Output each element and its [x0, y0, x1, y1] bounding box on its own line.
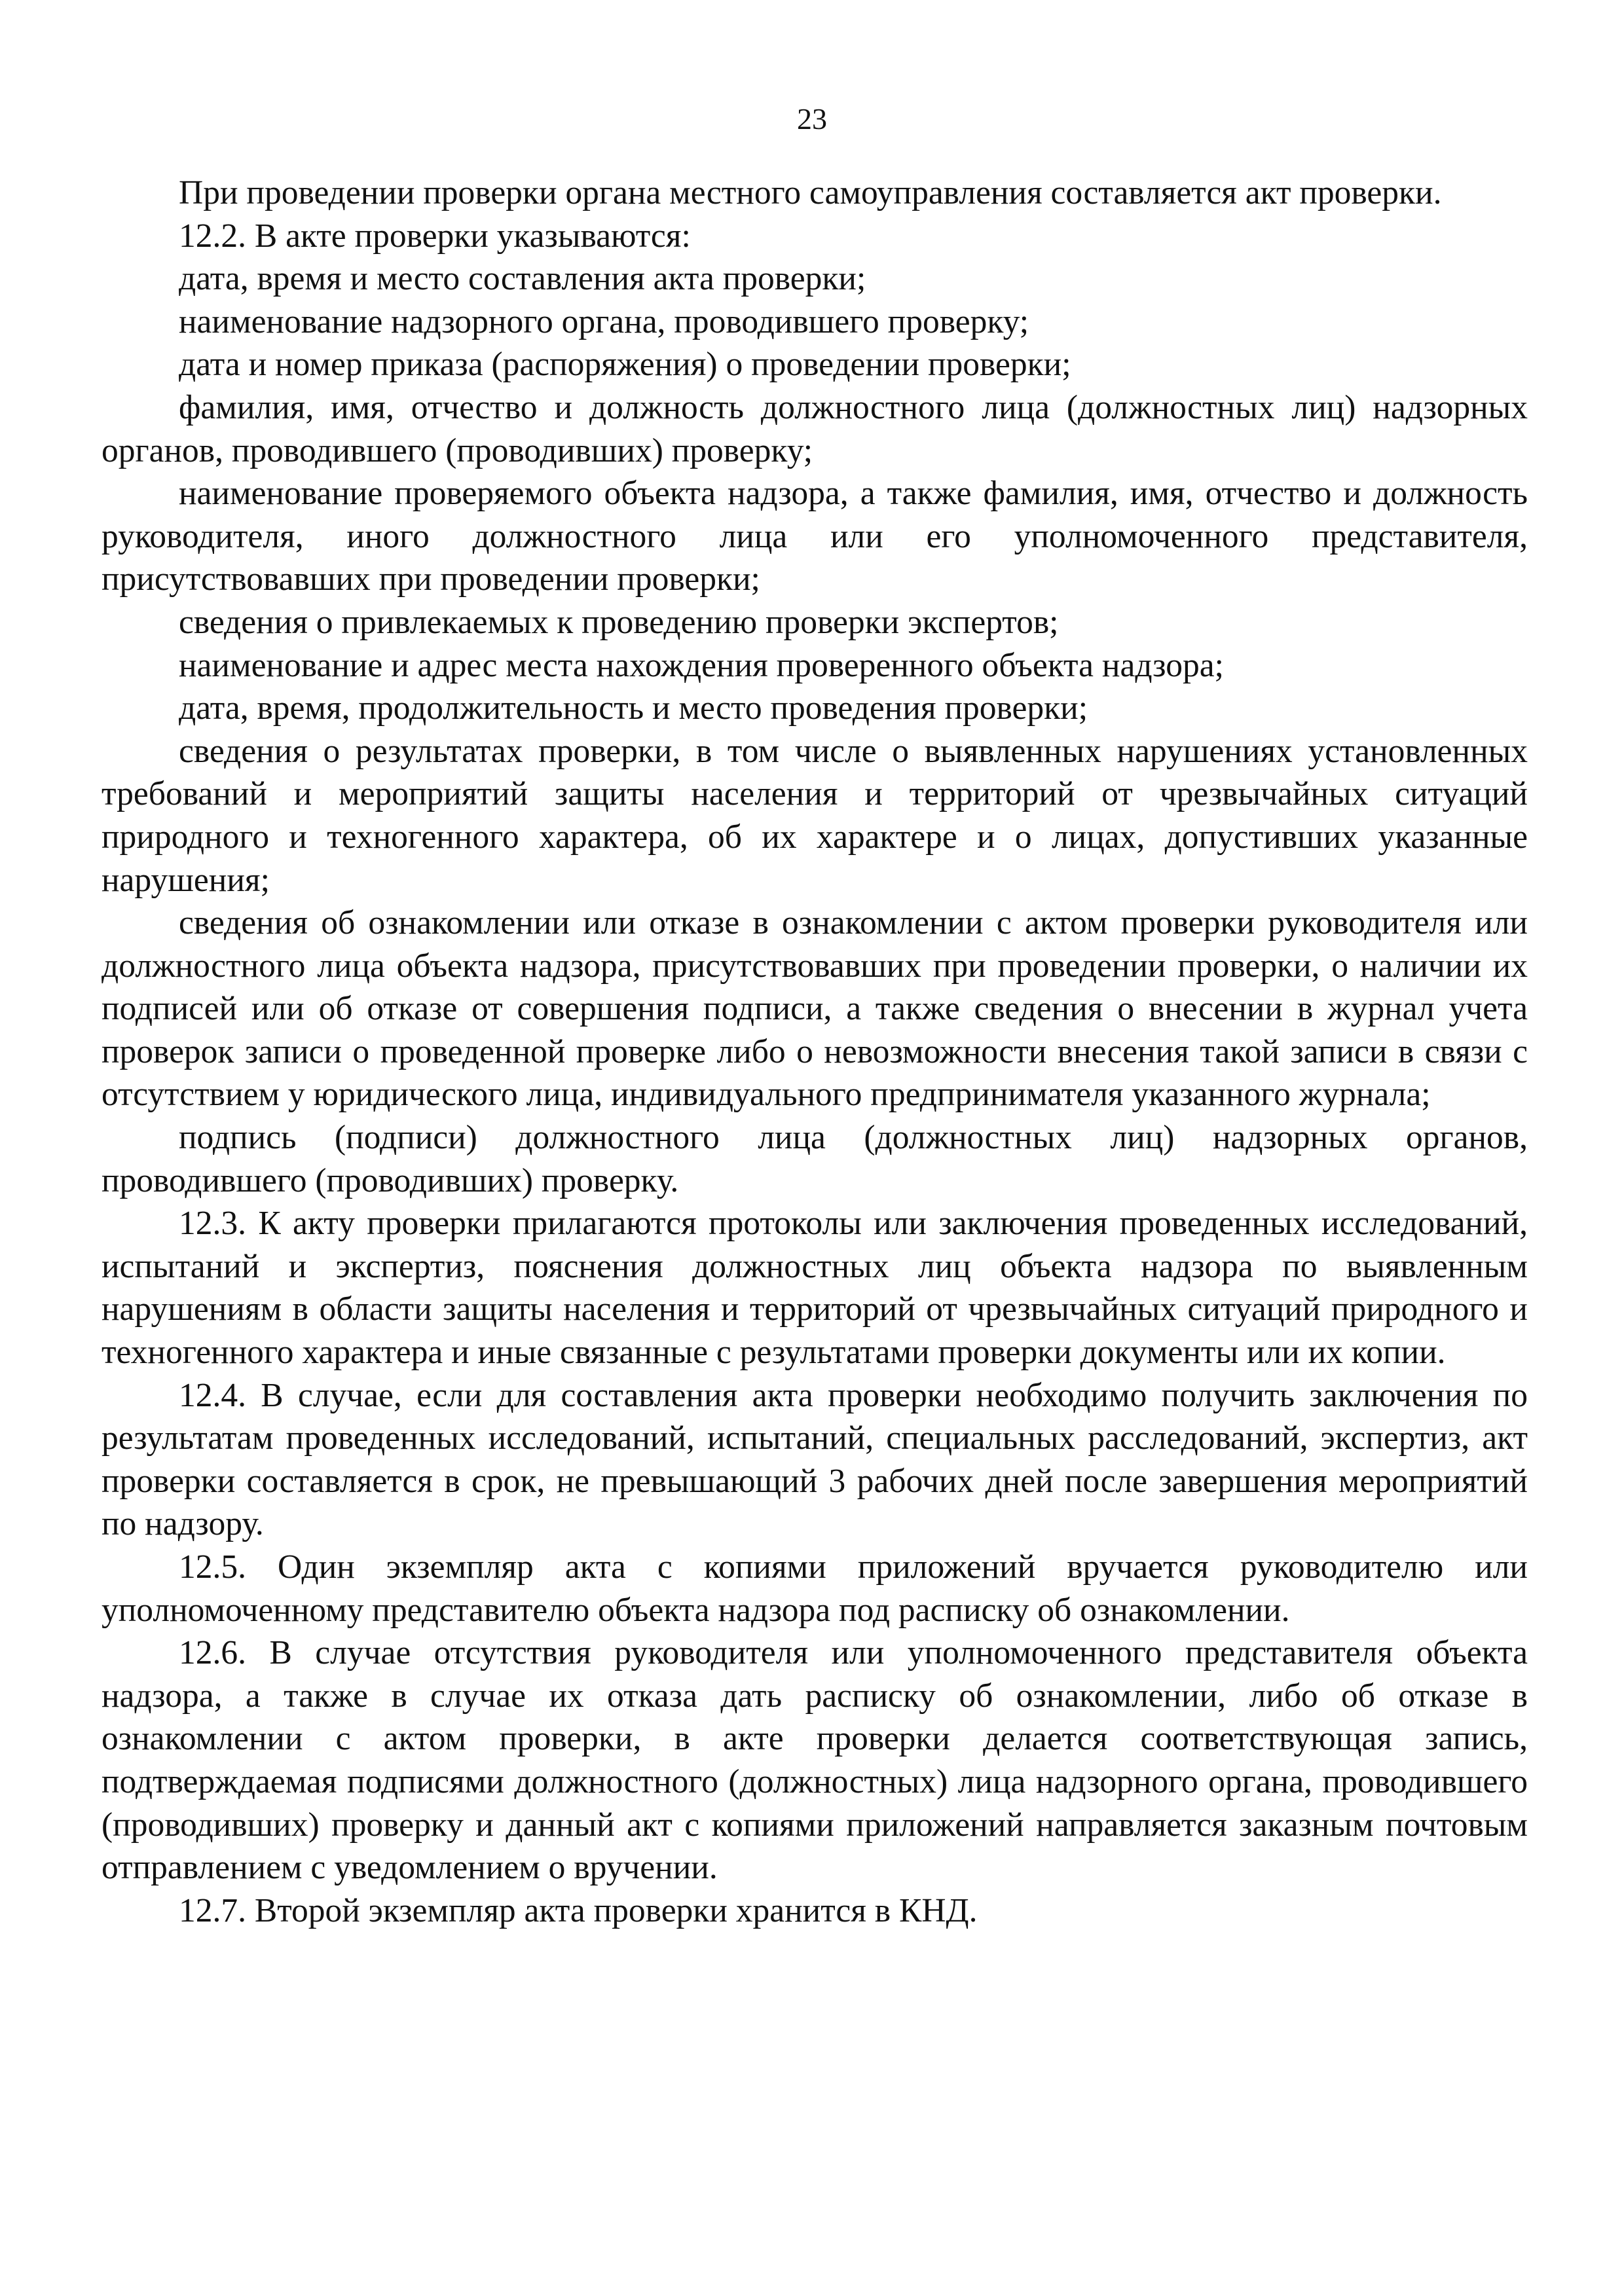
document-body: [101, 172, 1528, 1932]
page-number: 23: [797, 102, 827, 136]
list-item: дата, время и место составления акта проверки;: [179, 260, 866, 298]
paragraph-intro: При проведении проверки органа местного самоуправления составляется акт проверки.: [179, 174, 1442, 211]
list-item: сведения о привлекаемых к проведению проверки экспертов;: [179, 603, 1059, 641]
list-item: наименование и адрес места нахождения проверенного объекта надзора;: [179, 646, 1224, 684]
list-item: сведения о результатах проверки, в том числе о выявленных нарушениях установленных требований и мероприятий защиты населения и территорий от чрезвычайных ситуаций природного и техногенного характера, об их характере и о лицах, допустивших указанные нарушения;: [101, 732, 1528, 899]
paragraph-12-6: 12.6. В случае отсутствия руководителя или уполномоченного представителя объекта надзора, а также в случае их отказа дать расписку об ознакомлении, либо об отказе в ознакомлении с актом проверки, в акте проверки делается соответствующая запись, подтверждаемая подписями должностного (должностных) лица надзорного органа, проводившего (проводивших) проверку и данный акт с копиями приложений направляется заказным почтовым отправлением с уведомлением о вручении.: [101, 1634, 1528, 1887]
paragraph-12-7: 12.7. Второй экземпляр акта проверки хранится в КНД.: [179, 1891, 978, 1929]
list-item: наименование надзорного органа, проводившего проверку;: [179, 302, 1029, 340]
list-item: дата и номер приказа (распоряжения) о проведении проверки;: [179, 346, 1071, 384]
paragraph-12-5: 12.5. Один экземпляр акта с копиями приложений вручается руководителю или уполномоченному представителю объекта надзора под расписку об ознакомлении.: [101, 1548, 1528, 1629]
list-item: дата, время, продолжительность и место проведения проверки;: [179, 689, 1088, 727]
list-item: подпись (подписи) должностного лица (должностных лиц) надзорных органов, проводившего (проводивших) проверку.: [101, 1119, 1528, 1199]
list-item: фамилия, имя, отчество и должность должностного лица (должностных лиц) надзорных органов, проводившего (проводивших) проверку;: [101, 388, 1528, 469]
list-item: наименование проверяемого объекта надзора, а также фамилия, имя, отчество и должность руководителя, иного должностного лица или его уполномоченного представителя, присутствовавших при проведении проверки;: [101, 475, 1528, 598]
paragraph-12-2: 12.2. В акте проверки указываются:: [179, 217, 691, 255]
paragraph-12-4: 12.4. В случае, если для составления акта проверки необходимо получить заключения по результатам проведенных исследований, испытаний, специальных расследований, экспертиз, акт проверки составляется в срок, не превышающий 3 рабочих дней после завершения мероприятий по надзору.: [101, 1376, 1528, 1543]
paragraph-12-3: 12.3. К акту проверки прилагаются протоколы или заключения проведенных исследований, испытаний и экспертиз, пояснения должностных лиц объекта надзора по выявленным нарушениям в области защиты населения и территорий от чрезвычайных ситуаций природного и техногенного характера и иные связанные с результатами проверки документы или их копии.: [101, 1205, 1528, 1372]
list-item: сведения об ознакомлении или отказе в ознакомлении с актом проверки руководителя или должностного лица объекта надзора, присутствовавших при проведении проверки, о наличии их подписей или об отказе от совершения подписи, а также сведения о внесении в журнал учета проверок записи о проведенной проверке либо о невозможности внесения такой записи в связи с отсутствием у юридического лица, индивидуального предпринимателя указанного журнала;: [101, 904, 1528, 1114]
